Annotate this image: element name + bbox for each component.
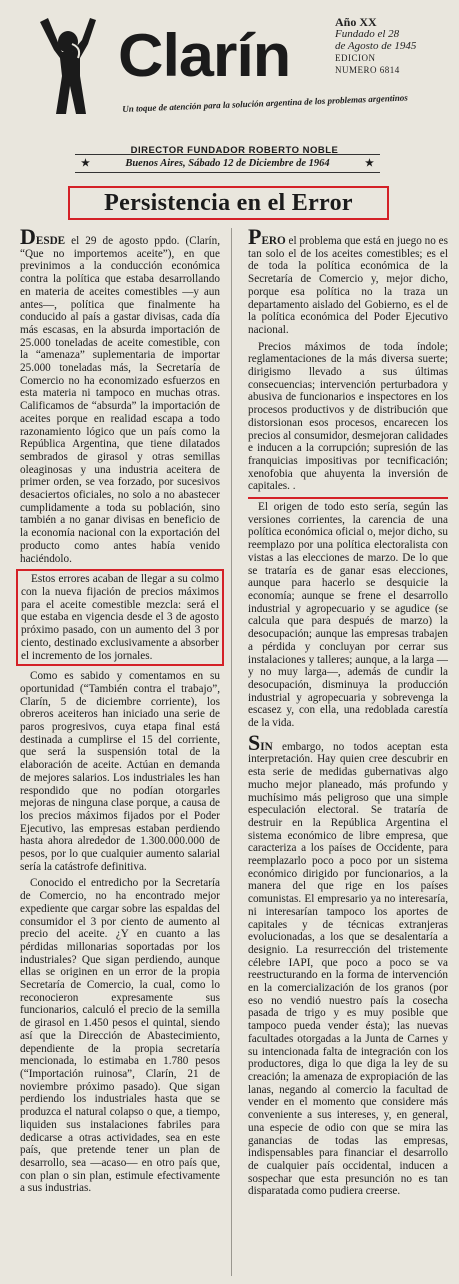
founded-line-2: de Agosto de 1945 [335, 40, 417, 52]
drop-cap: D [20, 224, 36, 249]
star-icon: ★ [365, 158, 374, 169]
year-label: Año XX [335, 15, 377, 29]
paragraph: Conocido el entredicho por la Secretaría de Comercio, no ha encontrado mejor expediente que cargar sobre las espaldas del consumidor el 3 por ciento de aumento al precio del aceite. ¿Y en cuanto a las pérdidas millonarias soportadas por los industriales? Que sigan perdiendo, aunque ellas se originen en un error de la propia Secretaría de Comercio, la cual, como lo reconocieron expresamente sus funcionarios, calculó el precio de la semilla de girasol en 1.450 pesos el quintal, siendo así que la Dirección de Abastecimiento, dependiente de la propia secretaría mencionada, lo estimaba en 1.780 pesos (“Importación ruinosa”, Clarín, 21 de noviembre próximo pasado). Que sigan perdiendo los industriales hasta que se produzca el natural colapso o que, a tiempo, liquiden sus instalaciones fabriles para dedicarse a otras actividades, sea en este país, que pretende tener un plan de desarrollo, sea —acaso— en otro país que, con plan o sin plan, estimule efectivamente a sus industrias. [20, 877, 220, 1195]
edition-info [335, 16, 445, 76]
paragraph: Precios máximos de toda índole; reglamentaciones de la más diversa suerte; dirigismo llevado a sus últimas consecuencias; intervención perturbadora y abusiva de funcionarios e inspectores en los procesos productivos y de distribución que distorsionan esos procesos, encarecen los precios al consumidor, desmejoran calidades e inducen a la corrupción; supresión de las franquicias impositivas por tecnificación; xenofobia que ahuyenta la inversión de capitales. . [248, 340, 448, 493]
masthead [22, 14, 447, 156]
director-line: DIRECTOR FUNDADOR ROBERTO NOBLE [130, 145, 339, 156]
edition-label: EDICION [335, 53, 376, 63]
logo-figure-icon [32, 14, 100, 122]
paragraph: SIN embargo, no todos aceptan esta interpretación. Hay quien cree descubrir en esta serie de medidas gubernativas algo mucho mejor planeado, más profundo y muchísimo más peligroso que una simple especulación electoral. Se trataría de destruir en la República Argentina el sistema económico de libre empresa, que caracteriza a los países de Occidente, para reemplazarlo poco a poco por un sistema económico dirigido por funcionarios, a la manera del que rige en los países comunistas. El empresario ya no interesaría, ni interesarían tampoco los aportes de capitales y de técnicas extranjeras evolucionadas, a los que se desalentaría a designio. La resurrección del tristemente célebre IAPI, que poco a poco se va reestructurando en la forma de intervención en la comercialización de los granos (por eso no vendió nuestro país la cosecha pasada de trigo y es muy posible que tampoco pueda vender ésta); las nuevas facultades otorgadas a la Junta de Carnes y su intencionada falta de integración con los productores, diga lo que diga la ley de su creación; la amenaza de expropiación de las lanas, negando al comercio la facultad de vender en el momento que considere más conveniente a sus intereses, y, en general, una especie de odio con que se mira las ganancias de todas las empresas, indispensables para financiar el desarrollo de cualquier país occidental, inducen a sospechar que esta presunción no es tan disparatada como pudiera creerse. [248, 729, 448, 1198]
column-divider [231, 228, 232, 1276]
dateline [75, 154, 380, 173]
slogan: Un toque de atención para la solución argentina de los problemas argentinos [122, 92, 408, 114]
dateline-text: Buenos Aires, Sábado 12 de Diciembre de 1964 [125, 158, 330, 169]
paragraph: DESDE el 29 de agosto ppdo. (Clarín, “Que no importemos aceite”), en que previnimos a la conducción económica contra la política que estaba desarrollando en materia de aceites comestibles —y aun antes—, política que finalmente ha conducido al país a gastar divisas, cada día más escasas, en la absurda importación de 25.000 toneladas de aceite comestible, con la “amenaza” suplementaria de importar 25.000 toneladas más, la Secretaría de Comercio no ha economizado esfuerzos en esta materia ni tampoco en muchas otras. Calificamos de “absurda” la importación de aceites porque en realidad escapa a todo razonamiento lógico que un país como la República Argentina, que tiene dilatados sembrados de girasol y otras semillas oleaginosas y una industria aceitera de primer orden, se vea forzado, por sucesivos desaciertos oficiales, no solo a no abastecer cumplidamente a toda su población, sino también a no ganar divisas en beneficio de la economía nacional con la exportación del producto como antes había venido haciéndolo. [20, 224, 220, 565]
star-icon: ★ [81, 158, 90, 169]
paragraph: Como es sabido y comentamos en su oportunidad (“También contra el trabajo”, Clarín, 5 de diciembre corriente), los obreros aceiteros han iniciado una serie de paros progresivos, cuya etapa final está destinada a cumplirse el 15 del corriente, que será la suspensión total de la elaboración de aceite. Actúan en demanda de mejores salarios. Los industriales les han respondido que no podían otorgarles mejoras de ninguna clase porque, a causa de los precios máximos fijados por el Poder Ejecutivo, las empresas estaban perdiendo hasta ahora alrededor de 1.300.000.000 de pesos, por lo que cualquier aumento salarial sería la catástrofe definitiva. [20, 670, 220, 873]
founded-line-1: Fundado el 28 [335, 28, 400, 40]
highlight-box [16, 569, 224, 666]
drop-cap: S [248, 729, 261, 755]
paragraph: PERO el problema que está en juego no es tan solo el de los aceites comestibles; es el de toda la política económica de la Secretaría de Comercio y, mejor dicho, porque esa política no la traza un departamento aislado del Gobierno, es el de la política económica del Poder Ejecutivo nacional. [248, 224, 448, 336]
newspaper-title: Clarín [118, 22, 291, 89]
headline: Persistencia en el Error [68, 186, 389, 220]
drop-cap: P [248, 224, 262, 249]
paragraph-highlighted: El origen de todo esto sería, según las versiones corrientes, la carencia de una política económica oficial o, mejor dicho, su reemplazo por una política electoralista con vistas a las elecciones de marzo. De lo que se trataría es de ganar esas elecciones, aunque para hacerlo se desquicie la economía; aunque se frene el desarrollo industrial y agropecuario y se agudice (se calcula que para después de marzo) la desocupación; aunque las empresas trabajen a pérdida y concluyan por cerrar sus instalaciones y talleres; aunque, a la larga —y no muy larga—, además de cundir la desocupación, disminuya la producción industrial y agropecuaria y sobrevenga la escasez y, con ella, una redoblada carestía de la vida. [248, 497, 448, 730]
paragraph-highlighted: Estos errores acaban de llegar a su colmo con la nueva fijación de precios máximos para el aceite comestible mezcla: será el que estaba en vigencia desde el 3 de agosto próximo pasado, con un aumento del 3 por ciento, destinado exclusivamente a absorber el incremento de los jornales. [21, 573, 219, 662]
column-left [20, 224, 220, 1199]
edition-number: NUMERO 6814 [335, 65, 400, 75]
column-right [248, 224, 448, 1202]
